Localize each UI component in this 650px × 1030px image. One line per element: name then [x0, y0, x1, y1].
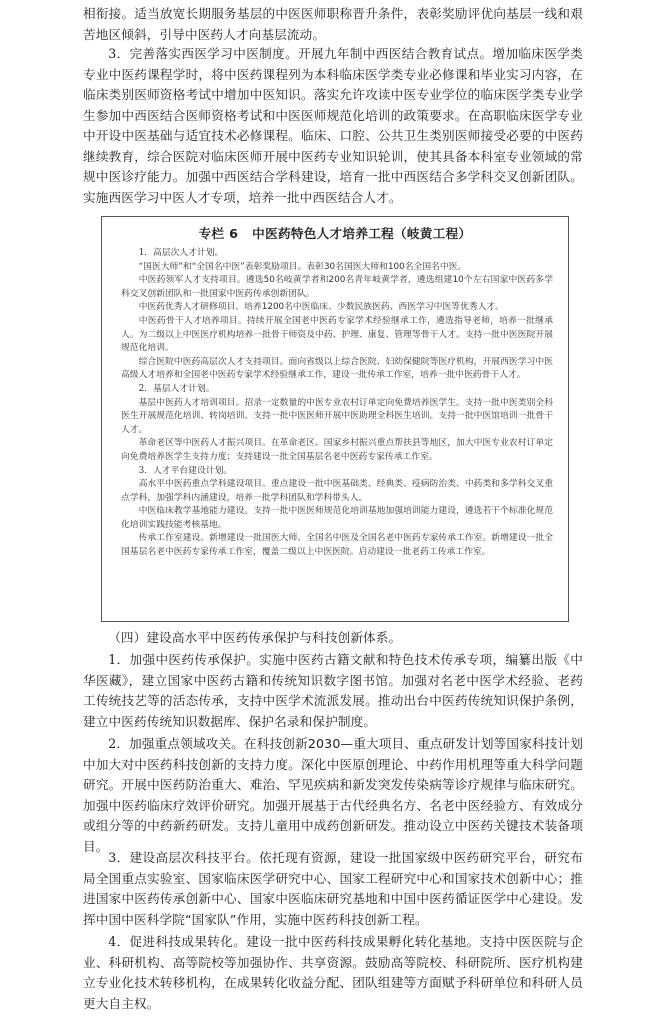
paragraph-heading: 2．加强重点领域攻关。	[108, 736, 245, 751]
box-title-text: 中医药特色人才培养工程（岐黄工程）	[252, 226, 472, 241]
paragraph-western-medicine-learning	[83, 44, 583, 208]
box-line: 传承工作室建设。新增建设一批国医大师、全国名中医及全国名老中医药专家传承工作室。新增建设一批全国基层名老中医药专家传承工作室，覆盖二级以上中医医院。启动建设一批老药工传承工作室。	[121, 533, 553, 558]
paragraph-heading: 3．建设高层次科技平台。	[108, 850, 260, 865]
box-title-prefix: 专栏 6	[198, 226, 239, 241]
box-line: 2．基层人才计划。	[138, 383, 215, 394]
box-line: 1．高层次人才计划。	[138, 248, 224, 258]
section-heading-text: （四）建设高水平中医药传承保护与科技创新体系。	[108, 630, 402, 645]
paragraph-tech-platform	[83, 848, 583, 930]
paragraph-text: 开展九年制中西医结合教育试点。增加临床医学类专业中医药课程学时，将中医药课程列为本科临床医学类专业必修课和毕业实习内容，在临床类别医师资格考试中增加中医知识。落实允许攻读中医专业学位的临床医学类专业学生参加中西医结合医师资格考试和中医医师规范化培训的政策要求。在高职临床医学专业中开设中医基础与适宜技术必修课程。临床、口腔、公共卫生类别医师接受必要的中医药继续教育，综合医院对临床医师开展中医药专业知识轮训，使其具备本科室专业领域的常规中医诊疗能力。加强中西医结合学科建设，培育一批中西医结合多学科交叉创新团队。实施西医学习中医人才专项，培养一批中西医结合人才。	[83, 46, 583, 205]
paragraph-base-talent	[83, 4, 583, 45]
box-body	[121, 247, 553, 560]
section-heading-4	[83, 628, 583, 649]
paragraph-text: 依托现有资源，建设一批国家级中医药研究平台，研究布局全国重点实验室、国家临床医学研究中心、国家工程研究中心和国家技术创新中心；推进国家中医药传承创新中心、国家中医临床研究基地和中国中医药循证医学中心建设。发挥中国中医科学院“国家队”作用，实施中医药科技创新工程。	[83, 850, 583, 927]
paragraph-text: 建设一批中医药科技成果孵化转化基地。支持中医医院与企业、科研机构、高等院校等加强协作、共享资源。鼓励高等院校、科研院所、医疗机构建立专业化技术转移机构，在成果转化收益分配、团队组建等方面赋予科研单位和科研人员更大自主权。	[83, 934, 583, 1011]
box-title	[102, 223, 568, 242]
box-line: 基层中医药人才培训项目。招录一定数量的中医专业农村订单定向免费培养医学生。支持一批中医类别全科医生开展规范化培训、转岗培训。支持一批中医医师开展中医助理全科医生培训。支持一批中医馆培训一批骨干人才。	[121, 397, 553, 435]
paragraph-heading: 3．完善落实西医学习中医制度。	[108, 46, 299, 61]
paragraph-key-research	[83, 734, 583, 857]
box-line: “国医大师”和“全国名中医”表彰奖励项目。表彰30名国医大师和100名全国名中医。	[138, 261, 467, 272]
paragraph-heading: 4．促进科技成果转化。	[108, 934, 247, 949]
column-box-6	[101, 216, 569, 622]
paragraph-heritage-protection	[83, 650, 583, 732]
paragraph-heading: 1．加强中医药传承保护。	[108, 652, 260, 667]
paragraph-text: 在科技创新2030—重大项目、重点研发计划等国家科技计划中加大对中医药科技创新的支持力度。深化中医原创理论、中药作用机理等重大科学问题研究。开展中医药防治重大、难治、罕见疾病和新发突发传染病等诊疗规律与临床研究。加强中医药临床疗效评价研究。加强开展基于古代经典名方、名老中医经验方、有效成分或组分等的中药新药研发。支持儿童用中成药创新研发。推动设立中医药关键技术装备项目。	[83, 736, 583, 854]
box-line: 中医药领军人才支持项目。遴选50名岐黄学者和200名青年岐黄学者，遴选组建10个左右国家中医药多学科交叉创新团队和一批国家中医药传承创新团队。	[121, 275, 553, 299]
paragraph-text: 实施中医药古籍文献和特色技术传承专项，编纂出版《中华医藏》，建立国家中医药古籍和传统知识数字图书馆。加强对名老中医学术经验、老药工传统技艺等的活态传承，支持中医学术流派发展。推动出台中医药传统知识保护条例，建立中医药传统知识数据库、保护名录和保护制度。	[83, 652, 583, 729]
paragraph-tech-transfer	[83, 932, 583, 1014]
box-line: 3．人才平台建设计划。	[138, 465, 233, 476]
box-line: 综合医院中医药高层次人才支持项目。面向省级以上综合医院、妇幼保健院等医疗机构，开展西医学习中医高级人才培养和全国老中医药专家学术经验继承工作，建设一批传承工作室，培养一批中医药骨干人才。	[121, 356, 553, 381]
box-line: 中医药优秀人才研修项目。培养1200名中医临床、少数民族医药、西医学习中医等优秀人才。	[138, 302, 505, 313]
box-line: 中医临床教学基地能力建设。支持一批中医医师规范化培训基地加强培训能力建设，遴选若干个标准化规范化培训实践技能考核基地。	[121, 506, 553, 530]
box-line: 中医药骨干人才培养项目。持续开展全国老中医药专家学术经验继承工作，遴选指导老师，培养一批继承人。为二级以上中医医疗机构培养一批骨干师资及中药、护理、康复、管理等骨干人才。支持一批中医医院开展规范化培训。	[121, 315, 553, 354]
box-line: 高水平中医药重点学科建设项目。重点建设一批中医基础类、经典类、疫病防治类、中药类和多学科交叉重点学科，加强学科内涵建设，培养一批学科团队和学科带头人。	[121, 479, 553, 503]
box-line: 革命老区等中医药人才振兴项目。在革命老区、国家乡村振兴重点帮扶县等地区，加大中医专业农村订单定向免费培养医学生支持力度；支持建设一批全国基层名老中医药专家传承工作室。	[121, 438, 553, 462]
paragraph-text: 相衔接。适当放宽长期服务基层的中医医师职称晋升条件，表彰奖励评优向基层一线和艰苦地区倾斜，引导中医药人才向基层流动。	[83, 6, 583, 42]
